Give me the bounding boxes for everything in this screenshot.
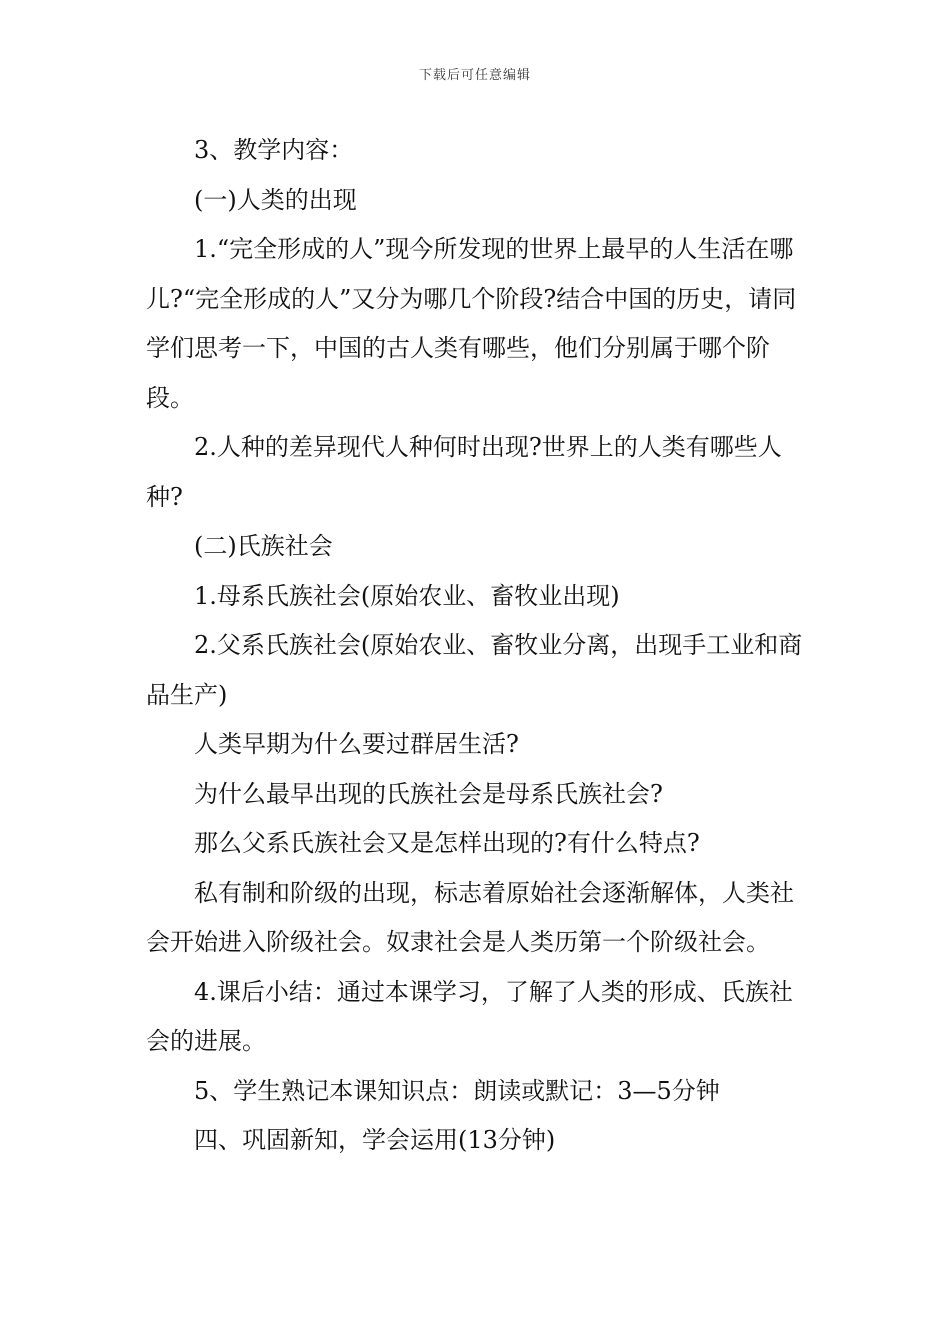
paragraph-summary: 4.课后小结：通过本课学习，了解了人类的形成、氏族社会的进展。 <box>146 977 793 1055</box>
document-body <box>146 126 810 1166</box>
paragraph-section-1-heading: (一)人类的出现 <box>194 185 357 214</box>
paragraph-memorize: 5、学生熟记本课知识点：朗读或默记：3—5分钟 <box>194 1076 720 1105</box>
paragraph-private-ownership: 私有制和阶级的出现，标志着原始社会逐渐解体，人类社会开始进入阶级社会。奴隶社会是人类历第一个阶级社会。 <box>146 878 794 956</box>
page-header: 下载后可任意编辑 <box>418 68 531 83</box>
paragraph-teaching-content: 3、教学内容： <box>194 136 354 164</box>
paragraph-consolidate: 四、巩固新知，学会运用(13分钟) <box>194 1126 556 1154</box>
paragraph-question-1: 人类早期为什么要过群居生活? <box>194 730 519 758</box>
paragraph-section-2-heading: (二)氏族社会 <box>194 532 333 560</box>
paragraph-question-2: 为什么最早出现的氏族社会是母系氏族社会? <box>194 779 663 808</box>
paragraph-patriarchal: 2.父系氏族社会(原始农业、畜牧业分离，出现手工业和商品生产) <box>146 631 803 709</box>
paragraph-item-2: 2.人种的差异现代人种何时出现?世界上的人类有哪些人种? <box>146 433 782 511</box>
paragraph-question-3: 那么父系氏族社会又是怎样出现的?有什么特点? <box>194 829 700 857</box>
paragraph-matriarchal: 1.母系氏族社会(原始农业、畜牧业出现) <box>194 581 620 610</box>
paragraph-item-1: 1.“完全形成的人”现今所发现的世界上最早的人生活在哪儿?“完全形成的人”又分为哪几个阶段?结合中国的历史，请同学们思考一下，中国的古人类有哪些，他们分别属于哪个阶段。 <box>146 235 797 412</box>
